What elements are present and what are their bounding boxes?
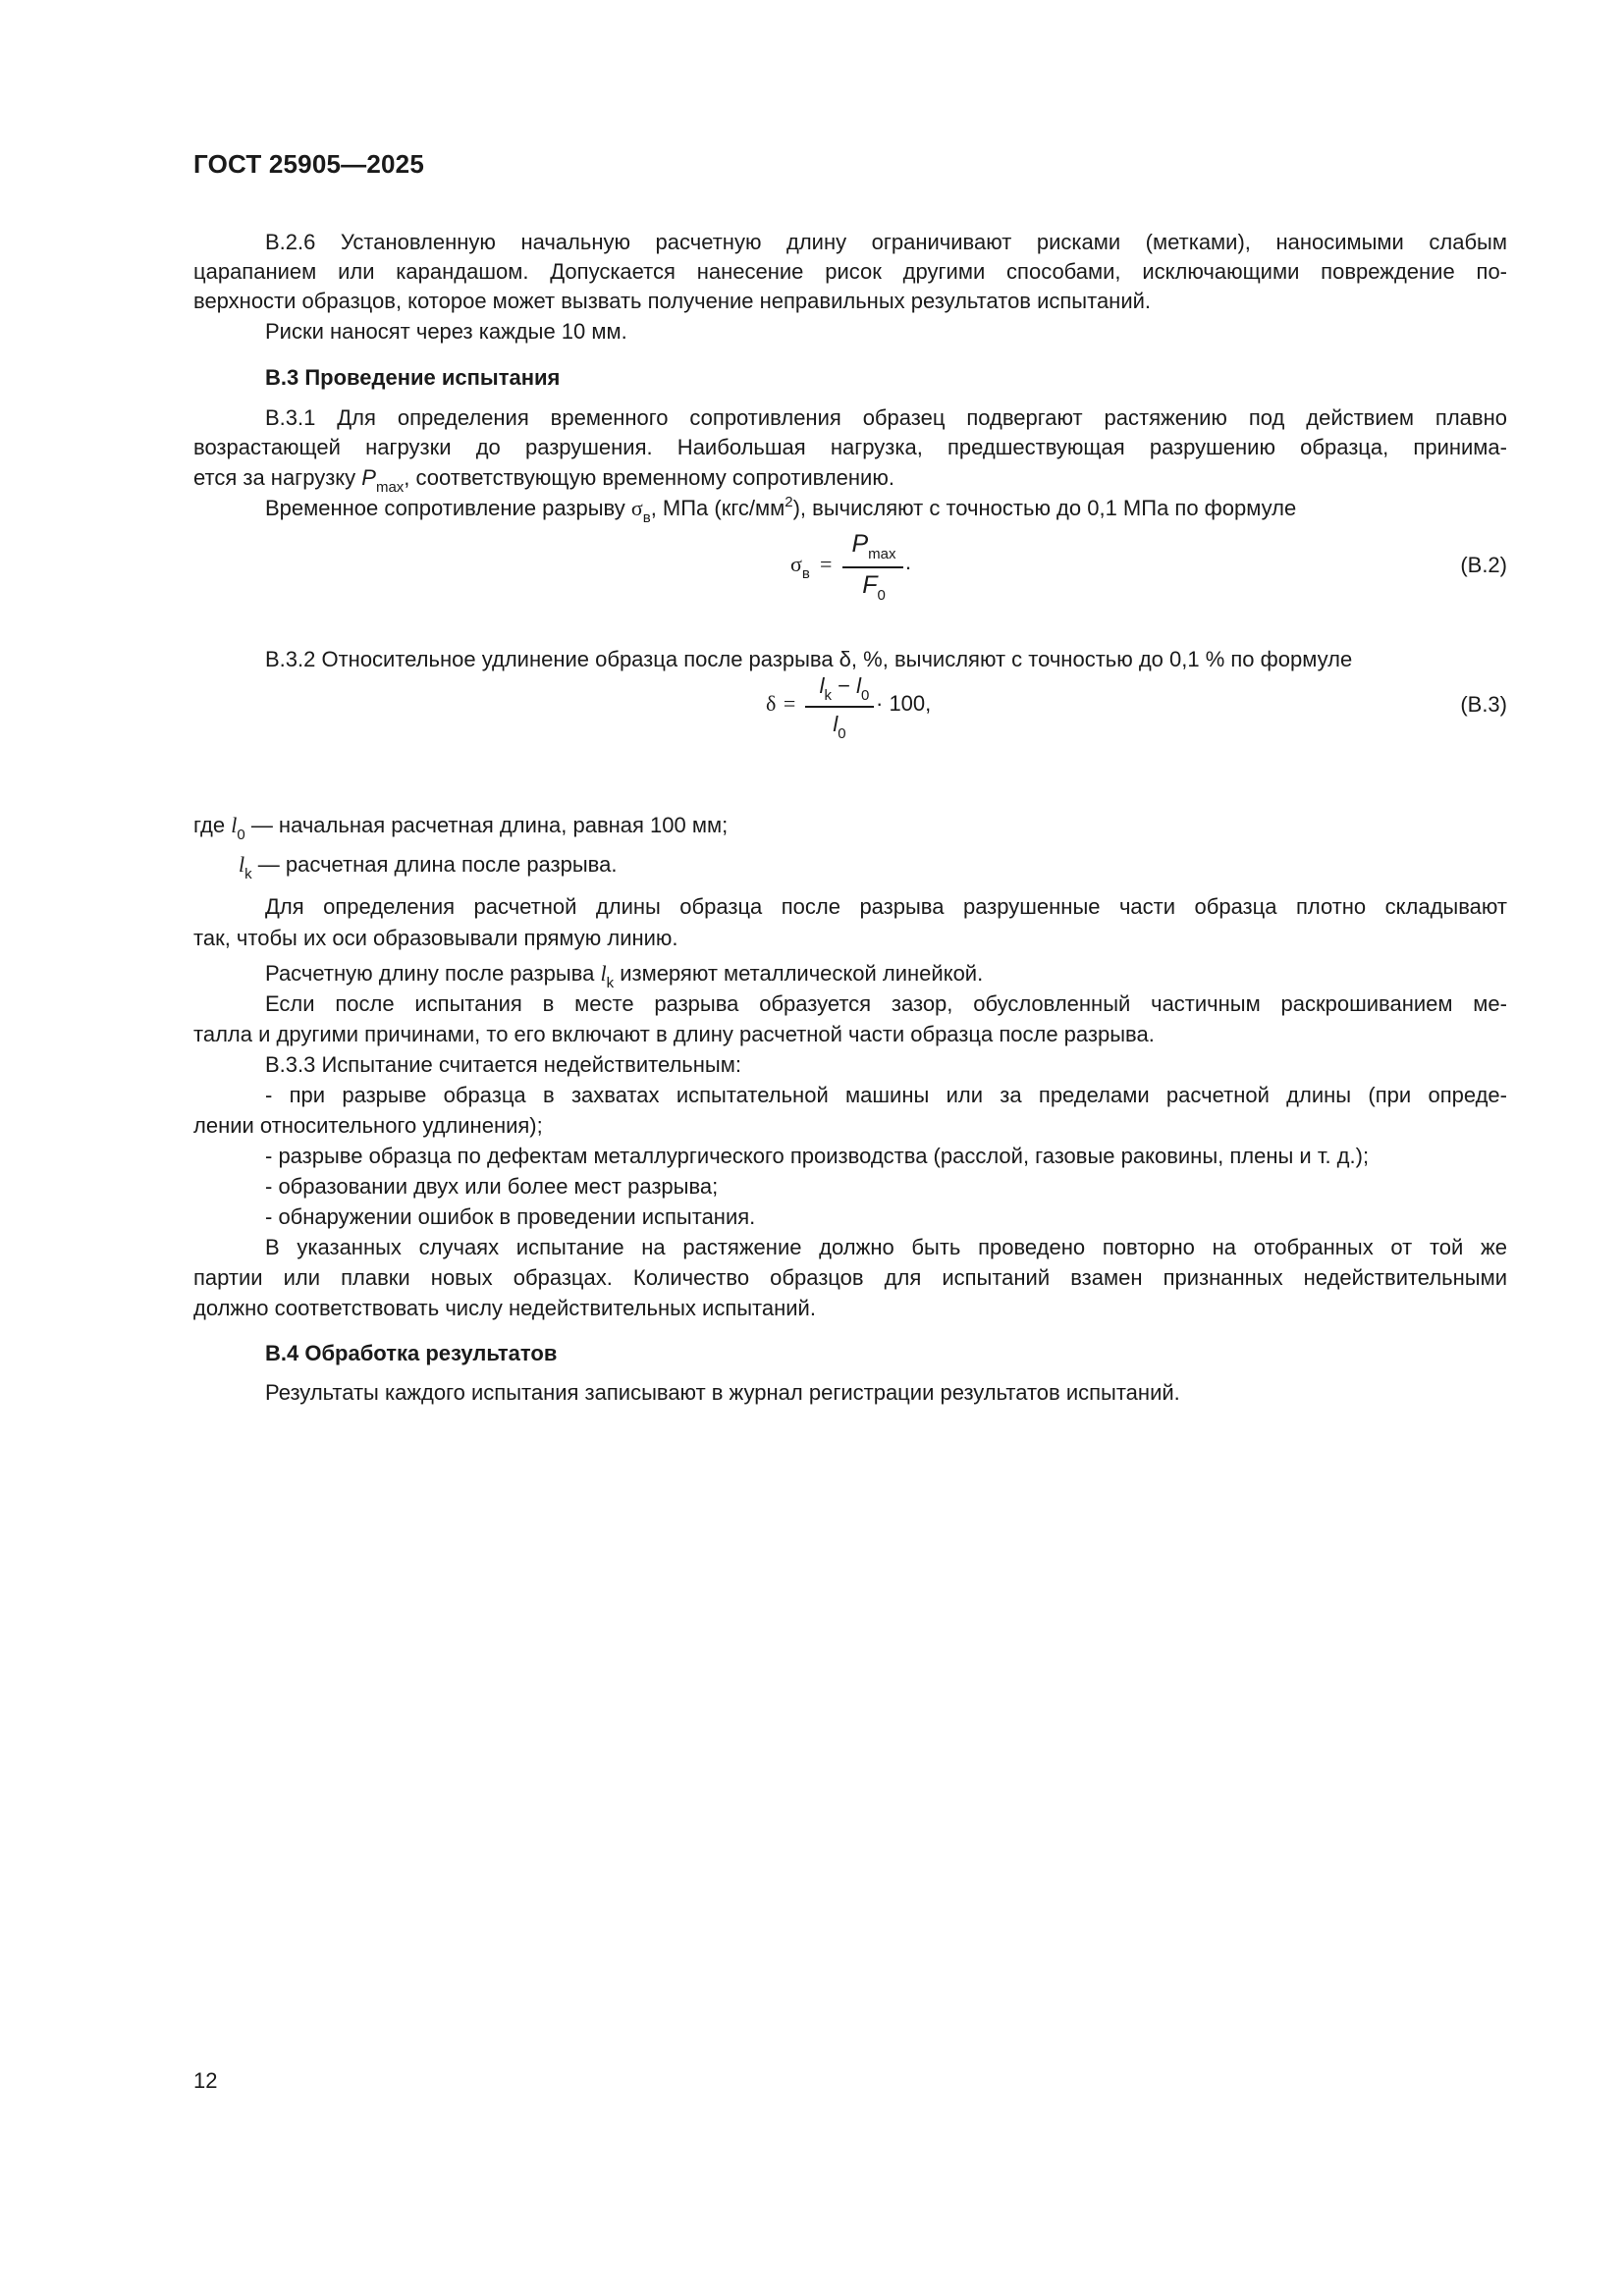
where-item-l0: где $l_0$ — начальная расчетная длина, равная 100 мм; (193, 813, 729, 843)
paragraph-b31-line-2: возрастающей нагрузки до разрушения. Наибольшая нагрузка, предшествующая разрушению образца, принима- (193, 435, 1507, 459)
paragraph-b31-line-3: ется за нагрузку $P_{max}$, соответствующую временному сопротивлению. (193, 465, 894, 496)
paragraph-b32: В.3.2 Относительное удлинение образца после разрыва δ, %, вычисляют с точностью до 0,1 % по формуле (265, 647, 1353, 671)
where-item-lk: $l_k$ — расчетная длина после разрыва. (239, 852, 618, 882)
invalid-item-4: - обнаружении ошибок в проведении испытания. (265, 1204, 756, 1229)
paragraph-b31-line-1: В.3.1 Для определения временного сопротивления образец подвергают растяжению под действием плавно (265, 405, 1507, 430)
symbol-p: P (361, 465, 376, 490)
formula-b3-numerator: $l_k - l_0$ (819, 673, 870, 704)
paragraph-gap-line-2: талла и другими причинами, то его включают в длину расчетной части образца после разрыва. (193, 1022, 1155, 1046)
document-page: ГОСТ 25905—2025 В.2.6 Установленную начальную расчетную длину ограничивают рисками (метками), наносимыми слабым царапанием или карандашом. Допускается нанесение рисок другими способами, исключающими повреждение по- верхности образцов, которое может вызвать получение неправильных результатов испытаний. Риски наносят через каждые 10 мм. В.3 Проведение испытания В.3.1 Для определения временного сопротивления образец подвергают растяжению под действием плавно возрастающей нагрузки до разрушения. Наибольшая нагрузка, предшествующая разрушению образца, принима- ется за нагрузку $P_{max}$, соответствующую временному сопротивлению. Временное сопротивление разрыву $\sigma_в$, МПа $(кгс/мм^2)$, вычисляют с точностью до 0,1 МПа по формуле $\sigma_в$ = $P_{max}$ $F_0$ . (В.2) В.3.2 Относительное удлинение образца после разрыва δ, %, вычисляют с точностью до 0,1 % по формуле δ = $l_k - l_0$ $l_0$ · 100, (В.3) где $l_0$ — начальная расчетная длина, равная 100 мм; $l_k$ — расчетная длина после разрыва. Для определения расчетной длины образца после разрыва разрушенные части образца плотно складывают так, чтобы их оси образовывали прямую линию. Расчетную длину после разрыва $l_k$ измеряют металлической линейкой. Если после испытания в месте разрыва образуется зазор, обусловленный частичным раскрошиванием ме- талла и другими причинами, то его включают в длину расчетной части образца после разрыва. В.3.3 Испытание считается недействительным: - при разрыве образца в захватах испытательной машины или за пределами расчетной длины (при опреде- лении относительного удлинения); - разрыве образца по дефектам металлургического производства (расслой, газовые раковины, плены и т. д.); - образовании двух или более мест разрыва; - обнаружении ошибок в проведении испытания. В указанных случаях испытание на растяжение должно быть проведено повторно на отобранных от той же партии или плавки новых образцах. Количество образцов для испытаний взамен признанных недействительными должно соответствовать числу недействительных испытаний. В.4 Обработка результатов Результаты каждого испытания записывают в журнал регистрации результатов испытаний. 12 (0, 0, 1624, 2296)
document-header-title: ГОСТ 25905—2025 (193, 149, 424, 179)
formula-b3-denominator: $l_0$ (833, 712, 846, 742)
paragraph-b26-line-2: царапанием или карандашом. Допускается нанесение рисок другими способами, исключающими повреждение по- (193, 259, 1507, 284)
symbol-sigma: σ (630, 496, 643, 520)
page-number: 12 (193, 2068, 218, 2093)
paragraph-repeat-line-3: должно соответствовать числу недействительных испытаний. (193, 1296, 816, 1320)
equation-number-b2: (В.2) (1460, 553, 1507, 577)
paragraph-fold-line-1: Для определения расчетной длины образца после разрыва разрушенные части образца плотно складывают (265, 894, 1507, 919)
invalid-item-2: - разрыве образца по дефектам металлургического производства (расслой, газовые раковины, плены и т. д.); (265, 1144, 1370, 1168)
invalid-item-3: - образовании двух или более мест разрыва; (265, 1174, 719, 1199)
section-heading-b3: В.3 Проведение испытания (265, 365, 561, 390)
paragraph-repeat-line-1: В указанных случаях испытание на растяжение должно быть проведено повторно на отобранных от той же (265, 1235, 1507, 1259)
paragraph-b26-line-1: В.2.6 Установленную начальную расчетную длину ограничивают рисками (метками), наносимыми слабым (265, 230, 1507, 254)
invalid-item-1-line-1: - при разрыве образца в захватах испытательной машины или за пределами расчетной длины (при опреде- (265, 1083, 1507, 1107)
paragraph-fold-line-2: так, чтобы их оси образовывали прямую линию. (193, 926, 678, 950)
formula-b2-numerator: $P_{max}$ (851, 530, 896, 562)
equation-number-b3: (В.3) (1460, 692, 1507, 717)
paragraph-b33-intro: В.3.3 Испытание считается недействительным: (265, 1052, 741, 1077)
fraction-bar (805, 706, 874, 708)
paragraph-gap-line-1: Если после испытания в месте разрыва образуется зазор, обусловленный частичным раскрошиванием ме- (265, 991, 1507, 1016)
paragraph-marks-note: Риски наносят через каждые 10 мм. (265, 319, 627, 344)
paragraph-b4: Результаты каждого испытания записывают в журнал регистрации результатов испытаний. (265, 1380, 1180, 1405)
formula-b2-denominator: $F_0$ (862, 571, 886, 604)
invalid-item-1-line-2: лении относительного удлинения); (193, 1113, 543, 1138)
paragraph-b26-line-3: верхности образцов, которое может вызвать получение неправильных результатов испытаний. (193, 289, 1152, 313)
fraction-bar (842, 566, 903, 568)
paragraph-sigma-intro: Временное сопротивление разрыву $\sigma_в$, МПа $(кгс/мм^2)$, вычисляют с точностью до 0,1 МПа по формуле (265, 494, 1297, 526)
paragraph-repeat-line-2: партии или плавки новых образцах. Количество образцов для испытаний взамен признанных недействительными (193, 1265, 1507, 1290)
paragraph-measure: Расчетную длину после разрыва $l_k$ измеряют металлической линейкой. (265, 961, 984, 991)
section-heading-b4: В.4 Обработка результатов (265, 1341, 558, 1365)
